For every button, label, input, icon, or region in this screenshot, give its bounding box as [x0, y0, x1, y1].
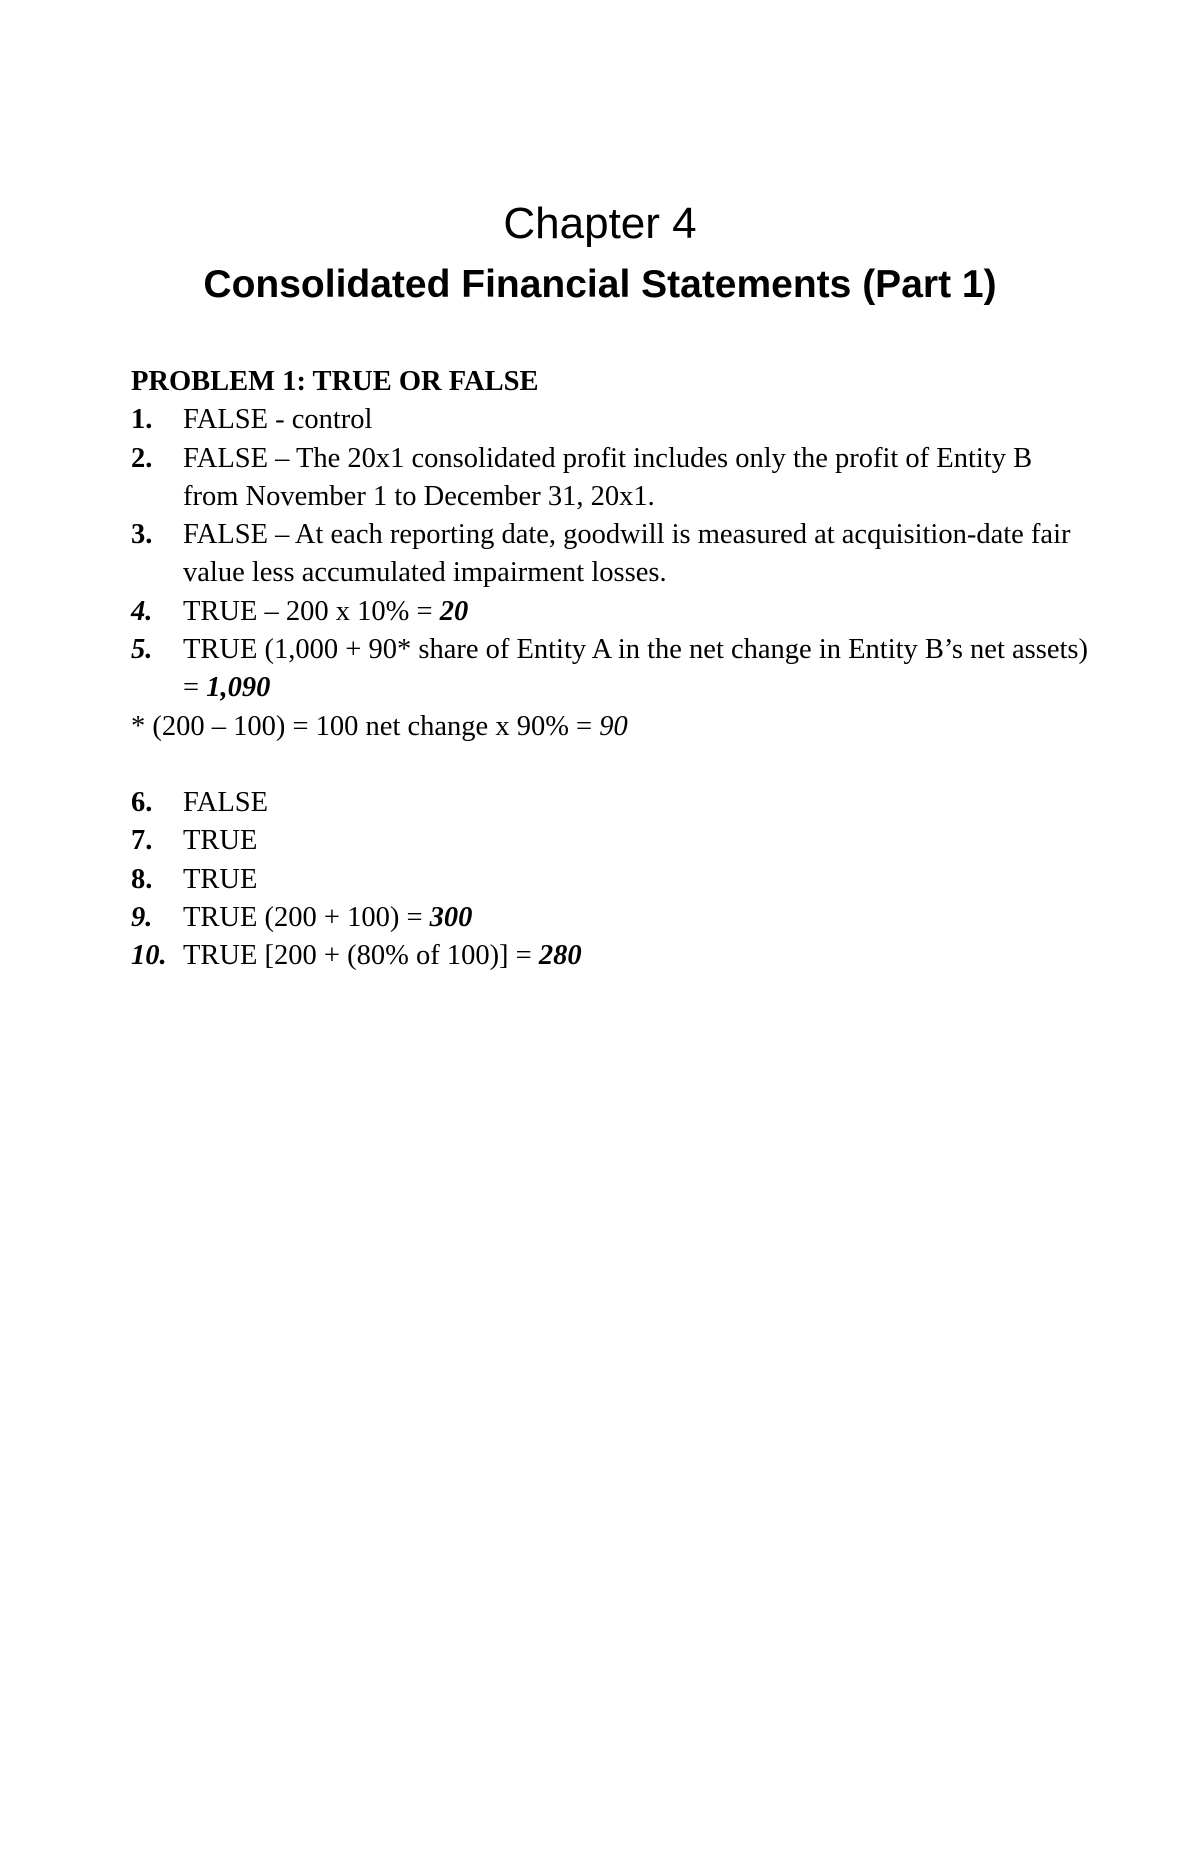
answer-item-3 [131, 516, 1091, 593]
answer-item-9 [131, 899, 1091, 937]
answer-text: FALSE [183, 786, 268, 818]
answer-text: FALSE - control [183, 404, 373, 436]
answer-text: TRUE [183, 863, 258, 895]
chapter-title: Consolidated Financial Statements (Part 1) [203, 263, 997, 306]
answer-number: 2. [131, 442, 153, 474]
footnote-text: * (200 – 100) = 100 net change x 90% = [131, 710, 600, 742]
answer-number: 1. [131, 404, 153, 436]
answer-result: 1,090 [206, 672, 271, 704]
chapter-number: Chapter 4 [503, 199, 697, 248]
answer-item-2 [131, 440, 1091, 517]
section-spacer [131, 746, 1091, 784]
answer-item-10 [131, 937, 1091, 975]
answer-number: 5. [131, 634, 153, 666]
answer-item-5 [131, 631, 1091, 708]
problem-section [131, 363, 1091, 975]
answer-item-4 [131, 593, 1091, 631]
answer-number: 8. [131, 863, 153, 895]
answer-number: 6. [131, 786, 153, 818]
answer-text: FALSE – At each reporting date, goodwill is measured at acquisition-date fair value less accumulated impairment losses. [183, 519, 1071, 589]
answer-list-continued [131, 784, 1091, 975]
answer-text: TRUE [200 + (80% of 100)] = [183, 940, 539, 972]
answer-item-7 [131, 822, 1091, 860]
answer-item-6 [131, 784, 1091, 822]
answer-number: 9. [131, 901, 153, 933]
answer-number: 7. [131, 825, 153, 857]
answer-list [131, 401, 1091, 707]
answer-item-8 [131, 861, 1091, 899]
answer-number: 10. [131, 940, 167, 972]
answer-result: 280 [538, 940, 582, 972]
answer-text: FALSE – The 20x1 consolidated profit includes only the profit of Entity B from November 1 to December 31, 20x1. [183, 442, 1033, 512]
answer-text: TRUE [183, 825, 258, 857]
answer-number: 3. [131, 519, 153, 551]
footnote-result: 90 [599, 710, 628, 742]
footnote [131, 708, 1091, 746]
answer-text: TRUE (1,000 + 90* share of Entity A in the net change in Entity B’s net assets) = [183, 634, 1088, 704]
answer-text: TRUE (200 + 100) = [183, 901, 430, 933]
answer-result: 300 [429, 901, 473, 933]
answer-number: 4. [131, 595, 153, 627]
answer-text: TRUE – 200 x 10% = [183, 595, 440, 627]
answer-result: 20 [439, 595, 469, 627]
problem-heading: PROBLEM 1: TRUE OR FALSE [131, 366, 539, 397]
answer-item-1 [131, 401, 1091, 439]
